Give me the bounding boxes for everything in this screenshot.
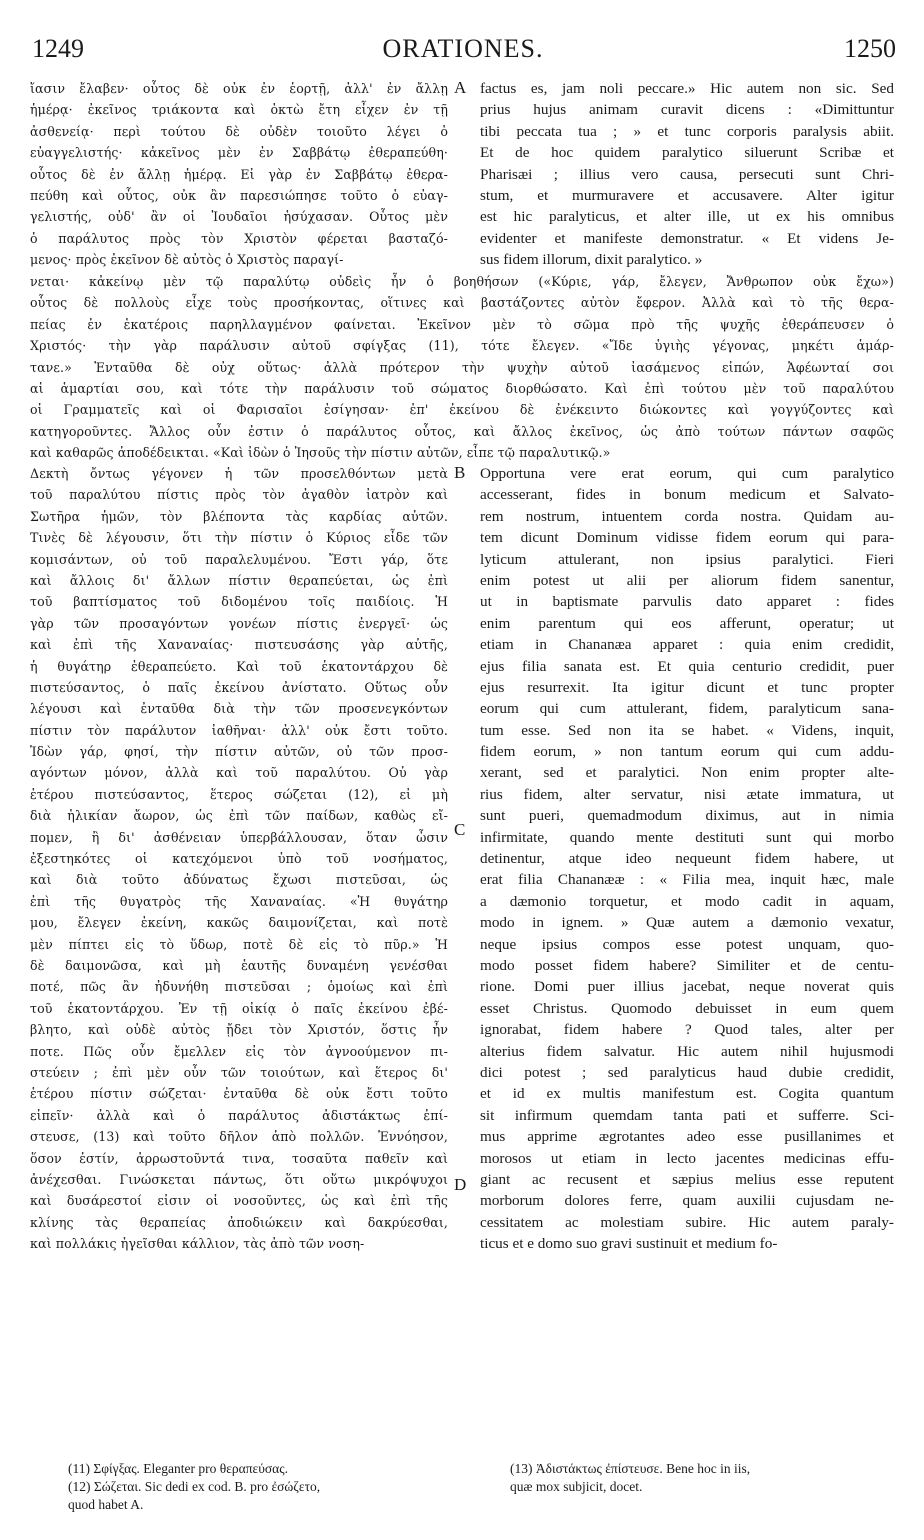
text-line: enim parentum qui eos afferunt, operatur; ut [480,614,894,632]
text-line: fidem eorum, » non tantum eorum qui cum addu- [480,743,894,761]
text-line: etiam in Chananæa apparet : quia enim credidit, [480,636,894,654]
footnote-11: (11) Σφίγξας. Eleganter pro θεραπεύσας. [68,1461,288,1476]
greek-column-b [30,463,448,1254]
text-line: αἱ ἁμαρτίαι σου, καὶ τότε τὴν παράλυσιν τοῦ σώματος διορθώσατο. Καὶ ἐπὶ τούτου μὲν τοῦ παραλύτου [30,380,894,396]
footnotes [30,1460,896,1520]
text-line: λέγουσι καὶ ἐνταῦθα διὰ τὴν τῶν προσενεγκόντων [30,701,448,717]
text-line: Χριστός· τὴν γὰρ παράλυσιν αὐτοῦ σφίγξας (11), τότε ἔλεγεν. «Ἴδε ὑγιὴς γέγονας, μηκέτι ἁμάρ- [30,338,894,354]
text-line: lyticum attulerant, non ipsius paralytici. Fieri [480,550,894,568]
text-line: Σωτῆρα ἡμῶν, τὸν βλέποντα τὰς καρδίας αὐτῶν. [30,508,448,524]
text-line: νεται· κἀκείνῳ μὲν τῷ παραλύτῳ οὐδεὶς ἦν ὁ βοηθήσων («Κύριε, γάρ, ἔλεγεν, Ἄνθρωπον οὐκ ἔχω») [30,274,894,289]
text-line: καὶ δυσάρεστοί εἰσιν οἱ νοσοῦντες, ὡς καὶ ἐπὶ τῆς [30,1193,448,1209]
text-line: κλίνης τὰς θεραπείας ἀποδιώκειν καὶ δακρύεσθαι, [30,1214,448,1230]
text-line: prius hujus animam curavit dicens : «Dimittuntur [480,101,894,119]
text-line: modo in ignem. » Quæ autem a dæmonio vexatur, [480,914,894,932]
text-line: xerant, sed et paralytici. Non enim propter alte- [480,764,894,782]
text-line: ἐπὶ τῆς θυγατρὸς τῆς Χαναναίας. «Ἡ θυγάτηρ [30,893,448,909]
text-line: neque ipsius compos esse potest unquam, quo- [480,935,894,953]
text-line: γὰρ τῶν προσαγόντων γονέων πίστις ἐνεργεῖ· ὡς [30,615,448,631]
latin-column-b [480,463,894,1254]
greek-column-a [30,78,448,271]
running-title: ORATIONES. [382,34,544,63]
text-line: sit infirmum quemdam tanta pati et sufferre. Sci- [480,1106,894,1124]
text-line: τοῦ βαπτίσματος τοῦ διδομένου τοῖς παιδίοις. Ἡ [30,594,448,610]
text-line: οἱ Γραμματεῖς καὶ οἱ Φαρισαῖοι ἐσίγησαν· ἐπ' ἐκείνου δὲ ἐνέκειντο διώκοντες καὶ γογγύζοντες καὶ [30,402,894,418]
text-line: et id ex multis manifestum est. Cogita quantum [480,1085,894,1103]
text-line: ποτε. Πῶς οὖν ἔμελλεν εἰς τὸν ἀγνοούμενον πι- [30,1043,448,1059]
latin-column-a [480,78,894,271]
text-line: ἀσθενείᾳ· περὶ τούτου δὲ οὐδὲν τοιοῦτο λέγει ὁ [30,123,448,139]
text-line: ignorabat, fidem habere ? Quod tales, alter per [480,1021,894,1039]
text-line: giant ac recusent et sæpius melius esse reputent [480,1170,894,1188]
text-line: stum, et murmuravere et accusavere. Alter igitur [480,186,894,204]
text-line: rione. Domi puer illius jacebat, neque noverat quis [480,978,894,996]
text-line: alterius fidem salvatur. Hic autem nihil hujusmodi [480,1042,894,1060]
footnote-13: (13) Ἀδιστάκτως ἐπίστευσε. Bene hoc in iis, [510,1461,751,1476]
text-line: βλητο, καὶ οὐδὲ αὐτὸς ᾔδει τὸν Χριστόν, ὅστις ἦν [30,1022,448,1038]
text-line: ἑτέρου πιστεύσαντος, ἕτερος σώζεται (12), εἰ μὴ [30,786,448,802]
text-line: τανε.» Ἐνταῦθα δὲ οὐχ οὕτως· ἀλλὰ πρότερον τὴν ψυχὴν αὐτοῦ ἰασάμενος εἰπών, Ἀφέωνταί σοι [30,359,894,375]
text-line: καὶ καθαρῶς ἀποδέδεικται. «Καὶ ἰδὼν ὁ Ἰησοῦς τὴν πίστιν αὐτῶν, εἶπε τῷ παραλυτικῷ.» [30,445,611,461]
footnote-13-continued: quæ mox subjicit, docet. [510,1479,643,1494]
text-line: a dæmonio torquetur, et modo cadit in aquam, [480,892,894,910]
footnote-12: (12) Σώζεται. Sic dedi ex cod. B. pro ἐσώζετο, [68,1479,321,1494]
text-line: Et de hoc quidem paralytico siluerunt Scribæ et [480,144,894,162]
text-line: κατηγοροῦντες. Ἄλλος οὖν ἐστιν ὁ παράλυτος οὗτος, καὶ ἄλλος ἐκεῖνος, ὡς ἀπὸ τούτων πάντων σαφῶς [30,423,894,439]
footnote-12-continued: quod habet A. [68,1497,144,1512]
text-line: rem nostrum, intuentem corda nostra. Quidam au- [480,507,894,525]
text-line: πομεν, ἢ δι' ἀσθένειαν ὑπερβάλλουσαν, ὅταν ὦσιν [30,829,448,845]
text-line: στεύειν ; ἐπὶ μὲν οὖν τῶν τοιούτων, καὶ ἕτερος δι' [30,1064,448,1080]
text-line: μὲν πίπτει εἰς τὸ ὕδωρ, ποτὲ δὲ εἰς τὸ πῦρ.» Ἡ [30,936,448,952]
text-line: Τινὲς δὲ λέγουσιν, ὅτι τὴν πίστιν ὁ Κύριος εἶδε τῶν [30,530,448,546]
text-line: ποτέ, πῶς ἂν ἠδυνήθη πιστεῦσαι ; ὁμοίως καὶ ἐπὶ [30,979,448,995]
text-line: detinentur, atque ideo nequeunt fidem habere, ut [480,850,894,868]
text-line: esset Christus. Quomodo debuisset in eum quem [480,999,894,1017]
section-marker-a: A [454,78,467,97]
text-line: καὶ πολλάκις ἡγεῖσθαι κάλλιον, τὰς ἀπὸ τῶν νοση- [30,1236,365,1252]
text-line: eorum qui cum attulerant, fidem, paralyticum sana- [480,700,894,718]
text-line: sunt pueri, quemadmodum diximus, aut in nimia [480,807,894,825]
footnotes-left [68,1460,448,1514]
text-line: διὰ ἡλικίαν ἄωρον, ὡς ἐπὶ τῶν παίδων, καθὼς εἴ- [30,808,448,824]
text-line: οὗτος δὲ ἐν ἄλλῃ ἡμέρᾳ. Εἰ γὰρ ἐν Σαββάτῳ ἐθερα- [30,166,448,182]
text-line: ἀνέχεσθαι. Γινώσκεται πάντως, ὅτι οὕτω μικρόψυχοι [30,1171,448,1187]
text-line: est hic paralyticus, et alter ille, ut ex his omnibus [480,208,894,226]
text-line: μου, ἔλεγεν ἐκείνη, κακῶς δαιμονίζεται, καὶ ποτὲ [30,915,448,931]
text-line: ὅσον ἐστίν, ἀρρωστοῦντά τινα, τοσαῦτα παθεῖν καὶ [30,1150,448,1166]
text-line: τοῦ παραλύτου πίστις πρὸς τὸν ἀγαθὸν ἰατρὸν καὶ [30,487,448,503]
text-line: καὶ ἐπὶ τῆς Χαναναίας· πιστευσάσης γὰρ αὐτῆς, [30,637,448,653]
text-line: εἰπεῖν· ἀλλὰ καὶ ὁ παράλυτος ἀδιστάκτως ἐπί- [30,1107,448,1123]
text-line: morosos ut etiam in lecto jacentes medicinas effu- [480,1149,894,1167]
text-line: ὁ παράλυτος πρὸς τὸν Χριστὸν φέρεται βασταζό- [30,230,448,246]
text-line: dici potest ; sed paralyticus haud dubie credidit, [480,1063,894,1081]
text-line: erat filia Chananææ : « Filia mea, inquit hæc, male [480,871,894,889]
text-line: γελιστής, οὐδ' ἂν οἱ Ἰουδαῖοι ἡσύχασαν. Οὗτος μὲν [30,209,448,225]
text-line: καὶ διὰ τοῦτο ἀδύνατως ἔχωσι πιστεῦσαι, ὡς [30,872,448,888]
text-line: sus fidem illorum, dixit paralytico. » [480,251,703,269]
text-line: ut in baptismate parvulis dato apparet : fides [480,593,894,611]
text-line: κομισάντων, οὐ τοῦ παραλελυμένου. Ἔστι γάρ, ὅτε [30,551,448,567]
text-line: πίστιν τὸν παράλυτον ἰαθῆναι· ἀλλ' οὐκ ἔστι τοῦτο. [30,722,448,738]
section-marker-c: C [454,820,466,839]
text-line: ἡ θυγάτηρ ἐθεραπεύετο. Καὶ τοῦ ἑκατοντάρχου δὲ [30,658,448,674]
text-line: morborum dolores ferre, quam auxilii cujusdam ne- [480,1192,894,1210]
page-number-right: 1250 [844,34,896,63]
text-line: τοῦ ἑκατοντάρχου. Ἐν τῇ οἰκίᾳ ὁ παῖς ἐκείνου ἐβέ- [30,1000,448,1016]
text-line: ἡμέρᾳ· ἐκεῖνος τριάκοντα καὶ ὀκτὼ ἔτη εἶχεν ἐν τῇ [30,102,448,118]
text-line: modo posset fidem habere? Similiter et de centu- [480,956,894,974]
footnotes-right [510,1460,910,1496]
page-header [30,34,896,74]
text-line: ἑτέρου πίστιν σώζεται· ἐνταῦθα δὲ οὐκ ἔστι τοῦτο [30,1086,448,1102]
text-line: factus es, jam noli peccare.» Hic autem non sic. Sed [480,80,894,97]
text-line: cessitatem ac molestiam subire. Hic autem paraly- [480,1213,894,1231]
text-line: Δεκτὴ ὄντως γέγονεν ἡ τῶν προσελθόντων μετὰ [30,466,448,481]
text-line: tum esse. Sed non ita se habet. « Videns, inquit, [480,721,894,739]
text-line: Ἰδὼν γάρ, φησί, τὴν πίστιν αὐτῶν, οὐ τῶν προσ- [30,744,448,760]
text-line: ἐξεστηκότες οἱ κατεχόμενοι ὑπὸ τοῦ νοσήματος, [30,851,448,867]
text-line: ejus filia sanata est. Et quia centurio credidit, puer [480,657,894,675]
text-line: ejus resurrexit. Ita igitur dicunt et tunc propter [480,678,894,696]
page-number-left: 1249 [32,34,84,63]
text-line: tibi peccata tua ; » et tunc corporis paralysis abiit. [480,122,894,140]
text-line: Pharisæi ; illius vero causa, persecuti sunt Chri- [480,165,894,183]
text-line: καὶ ἄλλοις δι' ἄλλων πίστιν θεραπεύεται, ὡς ἐπὶ [30,572,448,588]
text-line: δὲ δαιμονῶσα, καὶ μὴ ἑαυτῆς δυναμένη γενέσθαι [30,957,448,973]
section-marker-d: D [454,1175,467,1194]
text-line: rius fidem, alter servatur, nisi ætate immatura, ut [480,785,894,803]
text-line: mus apprime ægrotantes adeo esse pusillanimes et [480,1128,894,1146]
text-line: infirmitate, quando mente destituti sunt qui morbo [480,828,894,846]
greek-full-width-passage [30,271,894,464]
text-line: Opportuna vere erat eorum, qui cum paralytico [480,465,894,482]
text-line: στευσε, (13) καὶ τοῦτο δῆλον ἀπὸ πολλῶν. Ἐννόησον, [30,1129,448,1145]
text-line: accesserant, fides in bonum medicum et Salvato- [480,486,894,504]
text-line: πιστεύσαντος, ὁ παῖς ἐκείνου ἀνίστατο. Οὕτως οὖν [30,679,448,695]
text-line: αγόντων μόνον, ἀλλὰ καὶ τοῦ παραλύτου. Οὐ γὰρ [30,765,448,781]
text-line: evidenter et manifeste demonstratur. « Et videns Je- [480,229,894,247]
section-marker-b: B [454,463,466,482]
text-line: tem dicunt Dominum vidisse fidem eorum qui para- [480,529,894,547]
text-line: ἴασιν ἔλαβεν· οὗτος δὲ οὐκ ἐν ἑορτῇ, ἀλλ' ἐν ἄλλῃ [30,81,448,96]
text-line: enim potest ut alii per aliorum fidem sanentur, [480,571,894,589]
text-line: εὐαγγελιστής· κἀκεῖνος μὲν ἐν Σαββάτῳ ἐθεραπεύθη· [30,145,448,161]
text-line: ticus et e domo suo gravi sustinuit et medium fo- [480,1235,778,1253]
text-line: μενος· πρὸς ἐκεῖνον δὲ αὐτὸς ὁ Χριστὸς παραγί- [30,252,344,268]
text-line: πείας ἐν ἑκατέροις παρηλλαγμένον φαίνεται. Ἐκεῖνον μὲν τὸ σῶμα πρὸ τῆς ψυχῆς ἐθεράπευσεν ὁ [30,316,894,332]
text-line: πεύθη καὶ οὗτος, οὐκ ἂν παρεσιώπησε τοῦτο ὁ εὐαγ- [30,187,448,203]
text-line: οὗτος δὲ πολλοὺς εἶχε τοὺς προσήκοντας, οἵτινες καὶ βαστάζοντες αὐτὸν ἔφερον. Ἀλλὰ καὶ τὸ τῆς θερα- [30,295,894,311]
